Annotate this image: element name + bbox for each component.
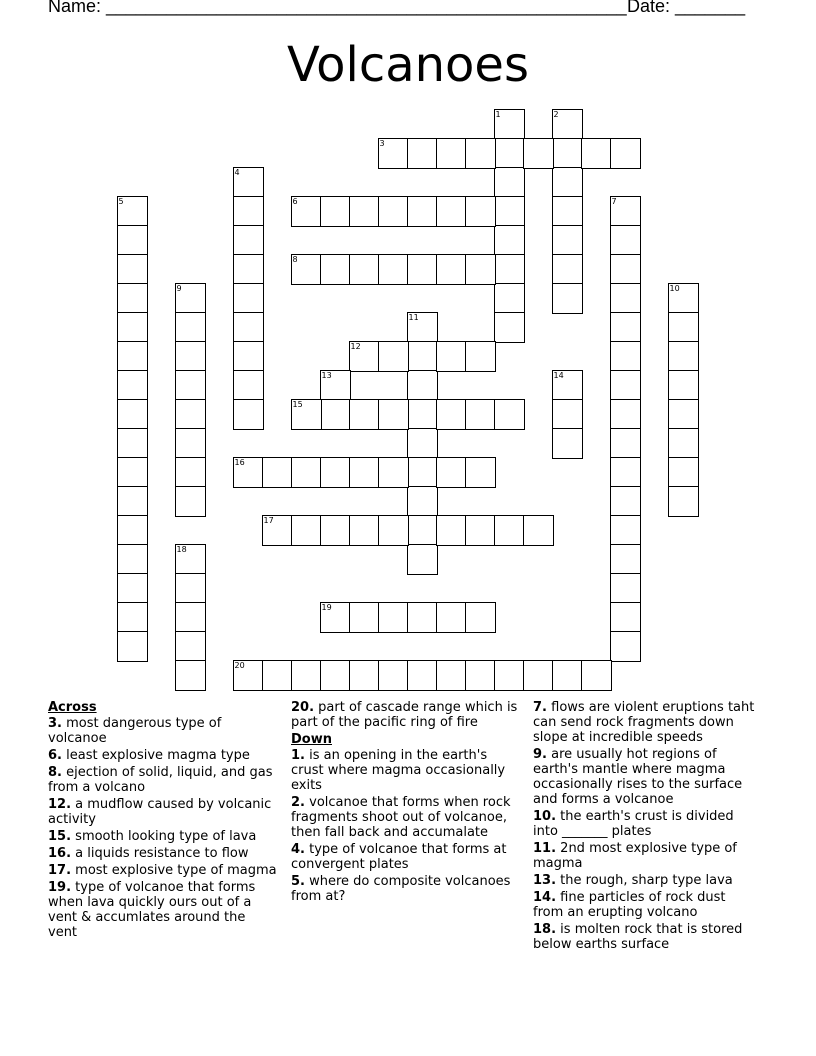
grid-cell[interactable] xyxy=(117,457,148,488)
grid-cell[interactable] xyxy=(117,370,148,401)
grid-cell[interactable] xyxy=(117,254,148,285)
grid-cell[interactable] xyxy=(436,254,467,285)
clue-number: 2. xyxy=(291,795,305,810)
clue-down xyxy=(291,748,521,793)
grid-cell[interactable] xyxy=(320,602,351,633)
cell-number: 12 xyxy=(350,341,361,351)
grid-cell[interactable] xyxy=(378,602,409,633)
cell-number: 9 xyxy=(176,283,182,293)
cell-number: 6 xyxy=(292,196,298,206)
grid-cell[interactable] xyxy=(465,138,496,169)
clue-text: is an opening in the earth's crust where magma occasionally exits xyxy=(291,748,506,793)
grid-cell[interactable] xyxy=(175,428,206,459)
clue-down xyxy=(533,890,759,920)
grid-cell[interactable] xyxy=(552,138,583,169)
grid-cell[interactable] xyxy=(175,312,206,343)
grid-cell[interactable] xyxy=(175,660,206,691)
grid-cell[interactable] xyxy=(117,399,148,430)
clue-number: 16. xyxy=(48,846,72,861)
cell-number: 10 xyxy=(669,283,680,293)
grid-cell[interactable] xyxy=(436,515,467,546)
grid-cell[interactable] xyxy=(494,515,525,546)
grid-cell[interactable] xyxy=(175,631,206,662)
clue-number: 19. xyxy=(48,880,72,895)
grid-cell[interactable] xyxy=(349,399,380,430)
clue-number: 9. xyxy=(533,747,547,762)
cell-number: 5 xyxy=(118,196,124,206)
clue-number: 12. xyxy=(48,797,72,812)
grid-cell[interactable] xyxy=(668,486,699,517)
clue-number: 8. xyxy=(48,765,62,780)
grid-cell[interactable] xyxy=(407,254,438,285)
grid-cell[interactable] xyxy=(291,457,322,488)
grid-cell[interactable] xyxy=(668,457,699,488)
grid-cell[interactable] xyxy=(610,602,641,633)
date-field[interactable]: Date: _______ xyxy=(627,0,746,16)
grid-cell[interactable] xyxy=(668,428,699,459)
clue-text: where do composite volcanoes from at? xyxy=(291,874,511,904)
clue-down xyxy=(533,841,759,871)
grid-cell[interactable] xyxy=(117,283,148,314)
grid-cell[interactable] xyxy=(581,138,612,169)
grid-cell[interactable] xyxy=(436,457,467,488)
grid-cell[interactable] xyxy=(378,341,409,372)
cell-number: 7 xyxy=(611,196,617,206)
grid-cell[interactable] xyxy=(233,341,264,372)
grid-cell[interactable] xyxy=(291,515,322,546)
grid-cell[interactable] xyxy=(610,573,641,604)
grid-cell[interactable] xyxy=(610,225,641,256)
grid-cell[interactable] xyxy=(378,457,409,488)
grid-cell[interactable] xyxy=(378,254,409,285)
cell-number: 2 xyxy=(553,109,559,119)
cell-number: 1 xyxy=(495,109,501,119)
clue-across xyxy=(48,863,278,878)
grid-cell[interactable] xyxy=(494,283,525,314)
grid-cell[interactable] xyxy=(233,660,264,691)
grid-cell[interactable] xyxy=(610,631,641,662)
grid-cell[interactable] xyxy=(407,544,438,575)
clue-across xyxy=(48,880,278,940)
clue-across xyxy=(48,716,278,746)
grid-cell[interactable] xyxy=(436,660,467,691)
grid-cell[interactable] xyxy=(175,370,206,401)
grid-cell[interactable] xyxy=(407,660,438,691)
clue-number: 6. xyxy=(48,748,62,763)
grid-cell[interactable] xyxy=(552,109,583,140)
grid-cell[interactable] xyxy=(320,660,351,691)
grid-cell[interactable] xyxy=(233,312,264,343)
grid-cell[interactable] xyxy=(610,457,641,488)
clue-text: are usually hot regions of earth's mantle where magma occasionally rises to the surface and forms a volcanoe xyxy=(533,747,743,807)
grid-cell[interactable] xyxy=(407,196,438,227)
grid-cell[interactable] xyxy=(378,515,409,546)
grid-cell[interactable] xyxy=(233,399,264,430)
grid-cell[interactable] xyxy=(378,196,409,227)
grid-cell[interactable] xyxy=(175,544,206,575)
grid-cell[interactable] xyxy=(262,457,293,488)
grid-cell[interactable] xyxy=(610,196,641,227)
grid-cell[interactable] xyxy=(552,254,583,285)
grid-cell[interactable] xyxy=(494,254,525,285)
clue-across xyxy=(48,846,278,861)
grid-cell[interactable] xyxy=(117,225,148,256)
grid-cell[interactable] xyxy=(552,196,583,227)
grid-cell[interactable] xyxy=(407,515,438,546)
grid-cell[interactable] xyxy=(175,457,206,488)
grid-cell[interactable] xyxy=(465,196,496,227)
clue-number: 20. xyxy=(291,700,315,715)
clue-down xyxy=(533,922,759,952)
clue-number: 15. xyxy=(48,829,72,844)
grid-cell[interactable] xyxy=(407,486,438,517)
clue-text: most explosive type of magma xyxy=(75,863,277,878)
cell-number: 18 xyxy=(176,544,187,554)
clue-text: fine particles of rock dust from an erupting volcano xyxy=(533,890,726,920)
clue-number: 4. xyxy=(291,842,305,857)
page-title: Volcanoes xyxy=(287,37,529,93)
clue-number: 7. xyxy=(533,700,547,715)
grid-cell[interactable] xyxy=(233,225,264,256)
grid-cell[interactable] xyxy=(494,167,525,198)
grid-cell[interactable] xyxy=(175,399,206,430)
clue-text: the earth's crust is divided into _______ plates xyxy=(533,809,734,839)
grid-cell[interactable] xyxy=(349,602,380,633)
grid-cell[interactable] xyxy=(465,660,496,691)
grid-cell[interactable] xyxy=(494,196,525,227)
grid-cell[interactable] xyxy=(378,138,409,169)
cell-number: 14 xyxy=(553,370,564,380)
clue-across xyxy=(48,829,278,844)
clue-column-3 xyxy=(533,700,759,954)
grid-cell[interactable] xyxy=(378,399,409,430)
grid-cell[interactable] xyxy=(117,428,148,459)
grid-cell[interactable] xyxy=(436,341,467,372)
cell-number: 13 xyxy=(321,370,332,380)
grid-cell[interactable] xyxy=(291,196,322,227)
grid-cell[interactable] xyxy=(465,457,496,488)
grid-cell[interactable] xyxy=(610,138,641,169)
grid-cell[interactable] xyxy=(117,544,148,575)
clue-down xyxy=(533,700,759,745)
clue-down xyxy=(291,795,521,840)
grid-cell[interactable] xyxy=(407,312,438,343)
grid-cell[interactable] xyxy=(291,254,322,285)
grid-cell[interactable] xyxy=(407,457,438,488)
cell-number: 8 xyxy=(292,254,298,264)
grid-cell[interactable] xyxy=(407,428,438,459)
grid-cell[interactable] xyxy=(610,370,641,401)
grid-cell[interactable] xyxy=(175,573,206,604)
clue-down xyxy=(533,873,759,888)
grid-cell[interactable] xyxy=(610,341,641,372)
grid-cell[interactable] xyxy=(523,660,554,691)
grid-cell[interactable] xyxy=(117,631,148,662)
grid-cell[interactable] xyxy=(494,109,525,140)
grid-cell[interactable] xyxy=(175,486,206,517)
grid-cell[interactable] xyxy=(233,370,264,401)
grid-cell[interactable] xyxy=(320,254,351,285)
grid-cell[interactable] xyxy=(233,196,264,227)
clue-column-1 xyxy=(48,700,278,942)
grid-cell[interactable] xyxy=(175,283,206,314)
grid-cell[interactable] xyxy=(175,341,206,372)
clue-across xyxy=(48,797,278,827)
clue-text: least explosive magma type xyxy=(66,748,250,763)
grid-cell[interactable] xyxy=(581,660,612,691)
grid-cell[interactable] xyxy=(668,312,699,343)
grid-cell[interactable] xyxy=(262,660,293,691)
clue-number: 11. xyxy=(533,841,557,856)
clue-text: most dangerous type of volcanoe xyxy=(48,716,222,746)
clue-text: smooth looking type of lava xyxy=(75,829,257,844)
grid-cell[interactable] xyxy=(610,428,641,459)
clue-across xyxy=(48,765,278,795)
grid-cell[interactable] xyxy=(523,138,554,169)
grid-cell[interactable] xyxy=(407,370,438,401)
grid-cell[interactable] xyxy=(668,341,699,372)
grid-cell[interactable] xyxy=(233,457,264,488)
cell-number: 3 xyxy=(379,138,385,148)
cell-number: 4 xyxy=(234,167,240,177)
clue-across xyxy=(48,748,278,763)
clue-down xyxy=(291,874,521,904)
grid-cell[interactable] xyxy=(117,196,148,227)
clue-text: flows are violent eruptions taht can send rock fragments down slope at incredible speeds xyxy=(533,700,755,745)
clue-down xyxy=(533,809,759,839)
down-heading: Down xyxy=(291,732,332,747)
grid-cell[interactable] xyxy=(465,399,496,430)
grid-cell[interactable] xyxy=(494,399,525,430)
clue-text: is molten rock that is stored below earths surface xyxy=(533,922,743,952)
clue-down xyxy=(291,842,521,872)
grid-cell[interactable] xyxy=(291,660,322,691)
grid-cell[interactable] xyxy=(320,370,351,401)
cell-number: 15 xyxy=(292,399,303,409)
grid-cell[interactable] xyxy=(552,225,583,256)
clue-number: 14. xyxy=(533,890,557,905)
clue-text: a liquids resistance to flow xyxy=(75,846,249,861)
clue-number: 3. xyxy=(48,716,62,731)
grid-cell[interactable] xyxy=(494,225,525,256)
grid-cell[interactable] xyxy=(175,602,206,633)
grid-cell[interactable] xyxy=(552,283,583,314)
grid-cell[interactable] xyxy=(117,573,148,604)
grid-cell[interactable] xyxy=(494,312,525,343)
clue-text: the rough, sharp type lava xyxy=(560,873,733,888)
cell-number: 19 xyxy=(321,602,332,612)
clue-text: part of cascade range which is part of the pacific ring of fire xyxy=(291,700,518,730)
name-field[interactable]: Name: ____________________________________________________ xyxy=(48,0,627,16)
grid-cell[interactable] xyxy=(436,196,467,227)
grid-cell[interactable] xyxy=(610,515,641,546)
grid-cell[interactable] xyxy=(668,283,699,314)
across-heading: Across xyxy=(48,700,97,715)
grid-cell[interactable] xyxy=(117,602,148,633)
grid-cell[interactable] xyxy=(320,515,351,546)
grid-cell[interactable] xyxy=(117,486,148,517)
cell-number: 17 xyxy=(263,515,274,525)
clue-text: type of volcanoe that forms when lava quickly ours out of a vent & accumlates around the vent xyxy=(48,880,256,940)
grid-cell[interactable] xyxy=(233,254,264,285)
grid-cell[interactable] xyxy=(610,544,641,575)
grid-cell[interactable] xyxy=(117,312,148,343)
grid-cell[interactable] xyxy=(610,399,641,430)
grid-cell[interactable] xyxy=(320,457,351,488)
cell-number: 16 xyxy=(234,457,245,467)
grid-cell[interactable] xyxy=(320,399,351,430)
clue-text: volcanoe that forms when rock fragments shoot out of volcanoe, then fall back and accumalate xyxy=(291,795,511,840)
grid-cell[interactable] xyxy=(262,515,293,546)
cell-number: 11 xyxy=(408,312,419,322)
clue-text: a mudflow caused by volcanic activity xyxy=(48,797,272,827)
grid-cell[interactable] xyxy=(610,254,641,285)
grid-cell[interactable] xyxy=(407,602,438,633)
grid-cell[interactable] xyxy=(407,138,438,169)
grid-cell[interactable] xyxy=(552,660,583,691)
grid-cell[interactable] xyxy=(523,515,554,546)
grid-cell[interactable] xyxy=(378,660,409,691)
grid-cell[interactable] xyxy=(117,515,148,546)
grid-cell[interactable] xyxy=(465,515,496,546)
clue-number: 18. xyxy=(533,922,557,937)
clue-text: ejection of solid, liquid, and gas from a volcano xyxy=(48,765,273,795)
cell-number: 20 xyxy=(234,660,245,670)
grid-cell[interactable] xyxy=(465,602,496,633)
grid-cell[interactable] xyxy=(465,254,496,285)
clue-number: 17. xyxy=(48,863,72,878)
grid-cell[interactable] xyxy=(465,341,496,372)
grid-cell[interactable] xyxy=(552,428,583,459)
grid-cell[interactable] xyxy=(349,515,380,546)
grid-cell[interactable] xyxy=(610,486,641,517)
clue-down xyxy=(533,747,759,807)
grid-cell[interactable] xyxy=(233,283,264,314)
grid-cell[interactable] xyxy=(436,138,467,169)
clue-across xyxy=(291,700,521,730)
grid-cell[interactable] xyxy=(320,196,351,227)
clue-number: 10. xyxy=(533,809,557,824)
grid-cell[interactable] xyxy=(668,399,699,430)
grid-cell[interactable] xyxy=(117,341,148,372)
grid-cell[interactable] xyxy=(494,660,525,691)
clue-column-2 xyxy=(291,700,521,906)
grid-cell[interactable] xyxy=(610,283,641,314)
grid-cell[interactable] xyxy=(407,399,438,430)
clue-number: 1. xyxy=(291,748,305,763)
clue-text: type of volcanoe that forms at convergent plates xyxy=(291,842,507,872)
clue-text: 2nd most explosive type of magma xyxy=(533,841,737,871)
grid-cell[interactable] xyxy=(349,660,380,691)
grid-cell[interactable] xyxy=(436,399,467,430)
grid-cell[interactable] xyxy=(349,254,380,285)
grid-cell[interactable] xyxy=(552,370,583,401)
grid-cell[interactable] xyxy=(349,341,380,372)
grid-cell[interactable] xyxy=(436,602,467,633)
grid-cell[interactable] xyxy=(552,167,583,198)
grid-cell[interactable] xyxy=(349,196,380,227)
grid-cell[interactable] xyxy=(494,138,525,169)
clue-number: 13. xyxy=(533,873,557,888)
clue-number: 5. xyxy=(291,874,305,889)
grid-cell[interactable] xyxy=(610,312,641,343)
grid-cell[interactable] xyxy=(233,167,264,198)
grid-cell[interactable] xyxy=(668,370,699,401)
grid-cell[interactable] xyxy=(291,399,322,430)
grid-cell[interactable] xyxy=(349,457,380,488)
grid-cell[interactable] xyxy=(552,399,583,430)
grid-cell[interactable] xyxy=(407,341,438,372)
